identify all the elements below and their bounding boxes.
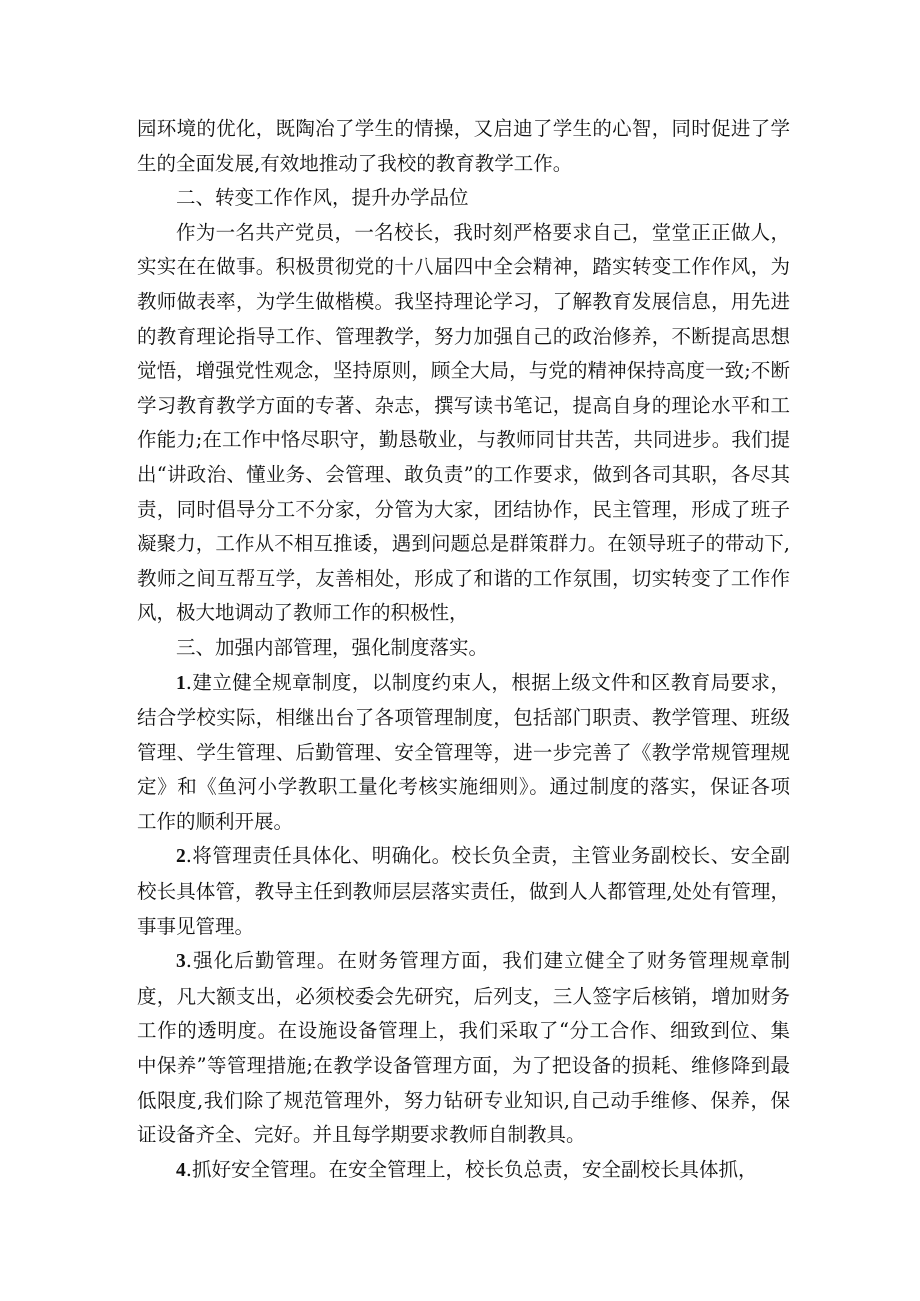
list-item-1 — [137, 666, 790, 840]
item-number: 1 — [176, 672, 186, 694]
paragraph-work-style: 作为一名共产党员，一名校长，我时刻严格要求自己，堂堂正正做人，实实在在做事。积极贯彻党的十八届四中全会精神，踏实转变工作作风，为教师做表率，为学生做楷模。我坚持理论学习，了解教育发展信息，用先进的教育理论指导工作、管理教学，努力加强自己的政治修养，不断提高思想觉悟，增强党性观念，坚持原则，顾全大局，与党的精神保持高度一致;不断学习教育教学方面的专著、杂志，撰写读书笔记，提高自身的理论水平和工作能力;在工作中恪尽职守，勤恳敬业，与教师同甘共苦，共同进步。我们提出“讲政治、懂业务、会管理、敢负责”的工作要求，做到各司其职，各尽其责，同时倡导分工不分家，分管为大家，团结协作，民主管理，形成了班子凝聚力，工作从不相互推诿，遇到问题总是群策群力。在领导班子的带动下,教师之间互帮互学，友善相处，形成了和谐的工作氛围，切实转变了工作作风，极大地调动了教师工作的积极性， — [137, 220, 790, 625]
item-text: .将管理责任具体化、明确化。校长负全责，主管业务副校长、安全副校长具体管，教导主任到教师层层落实责任，做到人人都管理,处处有管理，事事见管理。 — [137, 844, 790, 938]
paragraph-continuation: 园环境的优化，既陶冶了学生的情操，又启迪了学生的心智，同时促进了学生的全面发展,有效地推动了我校的教育教学工作。 — [137, 117, 790, 175]
item-number: 2 — [176, 846, 186, 868]
section-heading-3: 三、加强内部管理，强化制度落实。 — [176, 635, 489, 659]
document-page — [137, 112, 790, 1188]
item-number: 3 — [176, 951, 186, 973]
list-item-4 — [137, 1153, 790, 1189]
list-item-2 — [137, 839, 790, 944]
section-heading-2: 二、转变工作作风，提升办学品位 — [176, 186, 469, 210]
item-number: 4 — [176, 1159, 186, 1181]
item-text: .建立健全规章制度，以制度约束人，根据上级文件和区教育局要求，结合学校实际，相继出台了各项管理制度，包括部门职责、教学管理、班级管理、学生管理、后勤管理、安全管理等，进一步完善了《教学常规管理规定》和《鱼河小学教职工量化考核实施细则》。通过制度的落实，保证各项工作的顺利开展。 — [137, 670, 790, 833]
list-item-3 — [137, 944, 790, 1153]
item-text: .抓好安全管理。在安全管理上，校长负总责，安全副校长具体抓， — [185, 1157, 758, 1181]
item-text: .强化后勤管理。在财务管理方面，我们建立健全了财务管理规章制度，凡大额支出，必须校委会先研究，后列支，三人签字后核销，增加财务工作的透明度。在设施设备管理上，我们采取了“分工合作、细致到位、集中保养”等管理措施;在教学设备管理方面，为了把设备的损耗、维修降到最低限度,我们除了规范管理外，努力钻研专业知识,自己动手维修、保养，保证设备齐全、完好。并且每学期要求教师自制教具。 — [137, 949, 790, 1147]
